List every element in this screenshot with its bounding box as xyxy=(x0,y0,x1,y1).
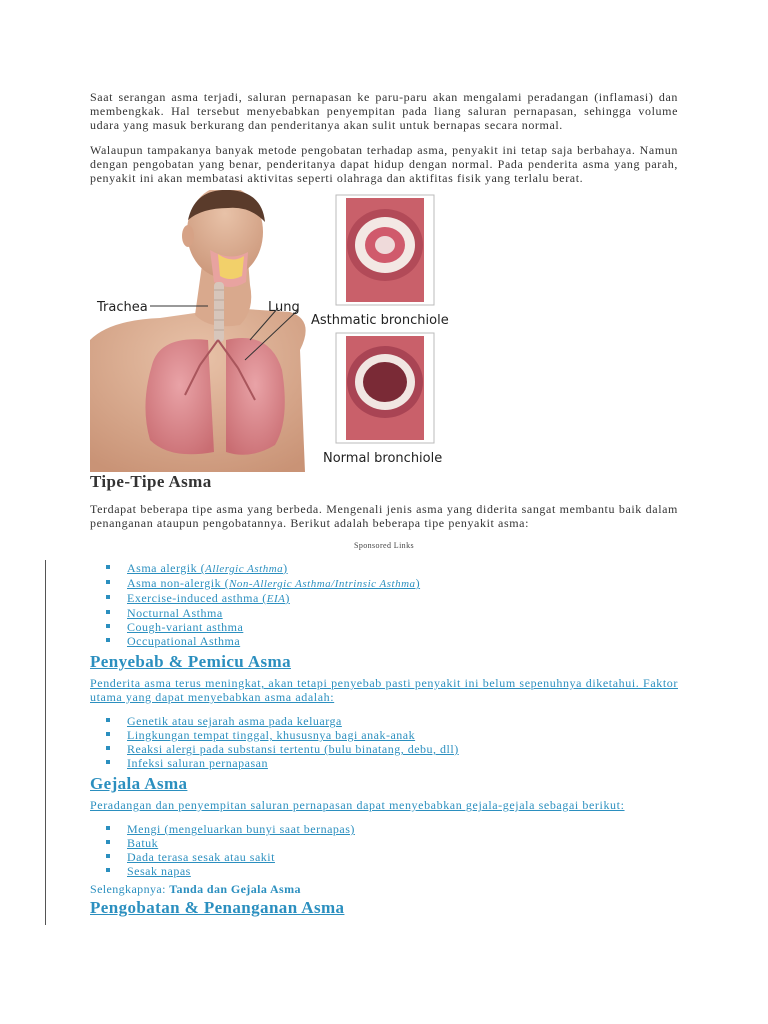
normal-bronchiole-panel xyxy=(336,333,434,443)
heading-pengobatan-penanganan-asma[interactable]: Pengobatan & Penanganan Asma xyxy=(90,898,345,917)
bullet-icon xyxy=(106,840,110,844)
human-figure xyxy=(90,190,306,472)
sponsored-links-label: Sponsored Links xyxy=(354,541,414,550)
heading-gejala-asma[interactable]: Gejala Asma xyxy=(90,774,188,793)
bullet-icon xyxy=(106,610,110,614)
label-normal-bronchiole: Normal bronchiole xyxy=(323,451,443,466)
label-asthmatic-bronchiole: Asthmatic bronchiole xyxy=(311,313,449,328)
bullet-icon xyxy=(106,826,110,830)
heading-penyebab-pemicu-asma[interactable]: Penyebab & Pemicu Asma xyxy=(90,652,291,671)
list-item-dada-sesak[interactable]: Dada terasa sesak atau sakit xyxy=(106,850,678,864)
list-item-batuk[interactable]: Batuk xyxy=(106,836,678,850)
article-body xyxy=(90,90,678,922)
list-item-genetik[interactable]: Genetik atau sejarah asma pada keluarga xyxy=(106,714,678,728)
label-lung: Lung xyxy=(268,300,300,315)
list-item-exercise-induced-asthma[interactable]: Exercise-induced asthma (EIA) xyxy=(106,591,678,606)
list-item-allergic-asthma[interactable]: Asma alergik (Allergic Asthma) xyxy=(106,561,678,576)
asthma-illustration xyxy=(90,190,460,472)
bullet-icon xyxy=(106,746,110,750)
tipe-paragraph: Terdapat beberapa tipe asma yang berbeda. Mengenali jenis asma yang diderita sangat membantu baik dalam penanganan ataupun pengobatannya. Berikut adalah beberapa tipe penyakit asma: xyxy=(90,502,678,530)
list-item-sesak-napas[interactable]: Sesak napas xyxy=(106,864,678,878)
asthmatic-bronchiole-panel xyxy=(336,195,434,305)
penyebab-paragraph[interactable]: Penderita asma terus meningkat, akan tetapi penyebab pasti penyakit ini belum sepenuhnya diketahui. Faktor utama yang dapat menyebabkan asma adalah: xyxy=(90,676,678,704)
bullet-icon xyxy=(106,732,110,736)
bullet-icon xyxy=(106,868,110,872)
bullet-icon xyxy=(106,854,110,858)
heading-tipe-tipe-asma: Tipe-Tipe Asma xyxy=(90,472,212,491)
list-item-nocturnal-asthma[interactable]: Nocturnal Asthma xyxy=(106,606,678,620)
penyebab-list xyxy=(90,714,678,770)
bullet-icon xyxy=(106,638,110,642)
gejala-paragraph[interactable]: Peradangan dan penyempitan saluran pernapasan dapat menyebabkan gejala-gejala sebagai berikut: xyxy=(90,798,625,812)
bullet-icon xyxy=(106,718,110,722)
list-item-non-allergic-asthma[interactable]: Asma non-alergik (Non-Allergic Asthma/Intrinsic Asthma) xyxy=(106,576,678,591)
list-item-reaksi-alergi[interactable]: Reaksi alergi pada substansi tertentu (bulu binatang, debu, dll) xyxy=(106,742,678,756)
selengkapnya-line xyxy=(90,882,678,896)
bullet-icon xyxy=(106,580,110,584)
list-item-lingkungan[interactable]: Lingkungan tempat tinggal, khususnya bagi anak-anak xyxy=(106,728,678,742)
gejala-list xyxy=(90,822,678,878)
tanda-gejala-link[interactable]: Tanda dan Gejala Asma xyxy=(169,882,301,896)
intro-paragraph-1: Saat serangan asma terjadi, saluran pernapasan ke paru-paru akan mengalami peradangan (inflamasi) dan membengkak. Hal tersebut menyebabkan penyempitan pada liang saluran pernapasan, sehingga volume udara yang masuk berkurang dan penderitanya akan sulit untuk bernapas secara normal. xyxy=(90,90,678,132)
asthma-illustration-svg xyxy=(90,190,460,472)
label-trachea: Trachea xyxy=(97,300,148,315)
selengkapnya-prefix: Selengkapnya: xyxy=(90,882,170,896)
list-item-mengi[interactable]: Mengi (mengeluarkan bunyi saat bernapas) xyxy=(106,822,678,836)
intro-paragraph-2: Walaupun tampakanya banyak metode pengobatan terhadap asma, penyakit ini tetap saja berbahaya. Namun dengan pengobatan yang benar, penderitanya dapat hidup dengan normal. Pada penderita asma yang parah, penyakit ini akan membatasi aktivitas seperti olahraga dan aktifitas fisik yang terlalu berat. xyxy=(90,143,678,185)
list-item-infeksi[interactable]: Infeksi saluran pernapasan xyxy=(106,756,678,770)
tipe-asma-list xyxy=(90,561,678,648)
left-margin-rule xyxy=(45,560,46,925)
bullet-icon xyxy=(106,565,110,569)
list-item-occupational-asthma[interactable]: Occupational Asthma xyxy=(106,634,678,648)
bullet-icon xyxy=(106,595,110,599)
bullet-icon xyxy=(106,760,110,764)
bullet-icon xyxy=(106,624,110,628)
list-item-cough-variant-asthma[interactable]: Cough-variant asthma xyxy=(106,620,678,634)
